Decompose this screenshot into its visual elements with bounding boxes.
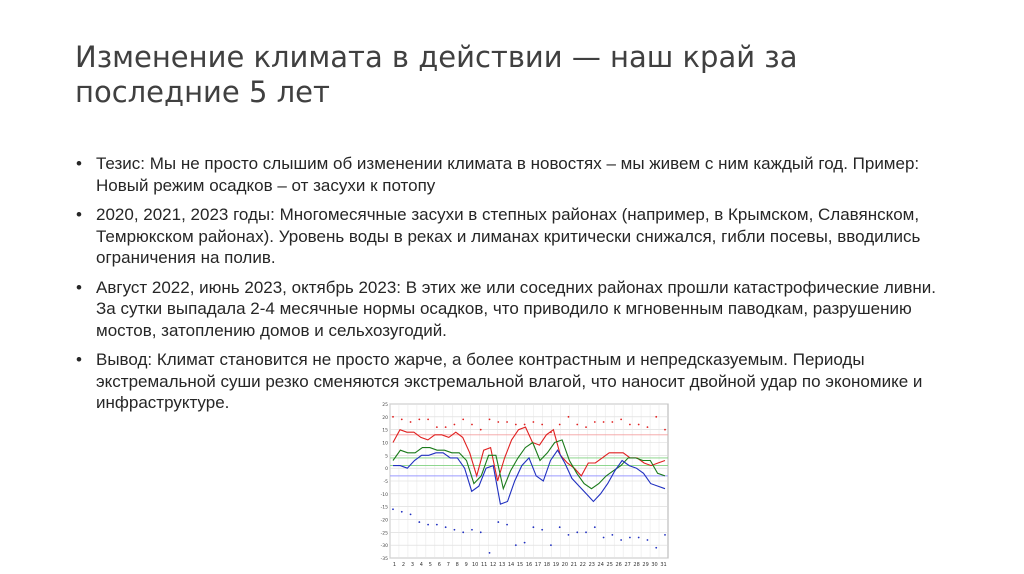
series-point — [620, 539, 622, 541]
series-point — [410, 421, 412, 423]
series-point — [515, 544, 517, 546]
x-tick-label: 9 — [464, 562, 468, 568]
series-point — [629, 537, 631, 539]
series-point — [655, 547, 657, 549]
x-tick-label: 27 — [624, 562, 631, 568]
x-tick-label: 3 — [410, 562, 415, 568]
series-point — [524, 542, 526, 544]
bullet-item — [76, 153, 956, 196]
series-point — [506, 421, 508, 423]
series-point — [506, 524, 508, 526]
bullet-text: 2020, 2021, 2023 годы: Многомесячные засухи в степных районах (например, в Крымском, Славянском, Темрюкском районах). Уровень воды в реках и лиманах критически снижался, гибли посевы, вводились ограничения на полив. — [96, 205, 921, 267]
series-point — [489, 419, 491, 421]
series-point — [594, 526, 596, 528]
x-tick-label: 18 — [543, 562, 551, 568]
x-tick-label: 30 — [651, 562, 658, 568]
series-point — [629, 424, 631, 426]
series-point — [638, 424, 640, 426]
series-point — [392, 416, 394, 418]
series-point — [559, 526, 561, 528]
bullet-marker: • — [76, 277, 82, 297]
bullet-text: Тезис: Мы не просто слышим об изменении климата в новостях – мы живем с ним каждый год. Пример: Новый режим осадков – от засухи к потопу — [96, 154, 920, 195]
x-tick-label: 8 — [455, 562, 459, 568]
series-point — [576, 424, 578, 426]
series-point — [401, 511, 403, 513]
series-point — [427, 419, 429, 421]
x-tick-label: 5 — [428, 562, 432, 568]
series-point — [594, 421, 596, 423]
series-point — [550, 544, 552, 546]
x-tick-label: 11 — [480, 562, 488, 568]
x-tick-label: 29 — [642, 562, 649, 568]
series-point — [611, 421, 613, 423]
series-point — [515, 424, 517, 426]
y-tick-label: -30 — [380, 544, 388, 550]
y-tick-label: -10 — [380, 492, 388, 498]
series-point — [664, 429, 666, 431]
y-tick-label: -15 — [380, 505, 388, 511]
series-point — [410, 513, 412, 515]
bullet-item — [76, 277, 956, 342]
x-tick-label: 24 — [597, 562, 604, 568]
series-point — [603, 537, 605, 539]
series-point — [497, 421, 499, 423]
series-point — [524, 424, 526, 426]
series-point — [436, 524, 438, 526]
y-tick-label: -25 — [380, 531, 388, 537]
series-point — [427, 524, 429, 526]
x-tick-label: 15 — [516, 562, 524, 568]
y-tick-label: 0 — [385, 467, 388, 473]
bullet-marker: • — [76, 350, 82, 369]
series-point — [603, 421, 605, 423]
x-tick-label: 16 — [525, 562, 533, 568]
y-tick-label: 15 — [382, 428, 388, 434]
bullet-text: Август 2022, июнь 2023, октябрь 2023: В этих же или соседних районах прошли катастрофические ливни. За сутки выпадала 2-4 месячные нормы осадков, что приводило к мгновенным паводкам, разрушению мостов, затоплению домов и сельхозугодий. — [96, 277, 936, 340]
x-tick-label: 19 — [552, 562, 560, 568]
x-tick-label: 1 — [392, 562, 397, 568]
series-point — [532, 526, 534, 528]
series-point — [568, 416, 570, 418]
x-tick-label: 13 — [498, 562, 506, 568]
series-point — [585, 426, 587, 428]
x-tick-label: 14 — [507, 562, 515, 568]
x-tick-label: 2 — [401, 562, 406, 568]
series-point — [576, 531, 578, 533]
series-point — [647, 426, 649, 428]
chart-svg — [374, 400, 671, 570]
y-tick-label: 20 — [382, 415, 388, 421]
x-tick-label: 7 — [446, 562, 450, 568]
series-point — [445, 426, 447, 428]
bullet-marker: • — [76, 154, 82, 173]
y-tick-label: -20 — [380, 518, 388, 524]
series-point — [559, 424, 561, 426]
x-tick-label: 23 — [588, 562, 595, 568]
series-point — [480, 531, 482, 533]
y-tick-label: 5 — [385, 454, 388, 460]
x-tick-label: 4 — [419, 562, 423, 568]
bullet-marker: • — [76, 205, 82, 224]
y-tick-label: -35 — [380, 557, 388, 562]
y-tick-label: 25 — [382, 403, 388, 408]
x-tick-label: 10 — [472, 562, 479, 568]
x-tick-label: 26 — [615, 562, 622, 568]
series-point — [585, 531, 587, 533]
x-tick-label: 17 — [534, 562, 542, 568]
series-point — [418, 419, 420, 421]
x-tick-label: 12 — [489, 562, 497, 568]
x-tick-label: 28 — [633, 562, 640, 568]
series-point — [471, 529, 473, 531]
x-tick-label: 25 — [606, 562, 613, 568]
series-point — [471, 424, 473, 426]
bullet-list — [76, 153, 956, 422]
series-point — [611, 534, 613, 536]
series-point — [489, 552, 491, 554]
series-point — [497, 521, 499, 523]
series-point — [532, 421, 534, 423]
series-point — [568, 534, 570, 536]
series-point — [392, 508, 394, 510]
series-point — [664, 534, 666, 536]
series-point — [647, 539, 649, 541]
series-point — [454, 424, 456, 426]
series-point — [638, 537, 640, 539]
series-point — [550, 431, 552, 433]
series-point — [541, 529, 543, 531]
bullet-text: Вывод: Климат становится не просто жарче, а более контрастным и непредсказуемым. Периоды экстремальной суши резко сменяются экстремальной влагой, что наносит двойной удар по экономике и инфраструктуре. — [96, 350, 923, 412]
series-point — [445, 526, 447, 528]
temperature-chart — [374, 400, 671, 570]
series-point — [541, 424, 543, 426]
series-point — [462, 531, 464, 533]
series-point — [436, 426, 438, 428]
series-point — [462, 419, 464, 421]
slide-title: Изменение климата в действии — наш край за последние 5 лет — [75, 40, 798, 109]
y-tick-label: -5 — [383, 480, 388, 485]
bullet-item — [76, 204, 956, 269]
series-point — [480, 429, 482, 431]
series-point — [620, 419, 622, 421]
series-point — [454, 529, 456, 531]
x-tick-label: 22 — [579, 562, 586, 568]
x-tick-label: 20 — [561, 562, 569, 568]
x-tick-label: 6 — [437, 562, 441, 568]
series-point — [655, 416, 657, 418]
y-tick-label: 10 — [382, 441, 388, 447]
x-tick-label: 31 — [660, 562, 667, 568]
series-point — [418, 521, 420, 523]
x-tick-label: 21 — [570, 562, 578, 568]
series-point — [401, 419, 403, 421]
